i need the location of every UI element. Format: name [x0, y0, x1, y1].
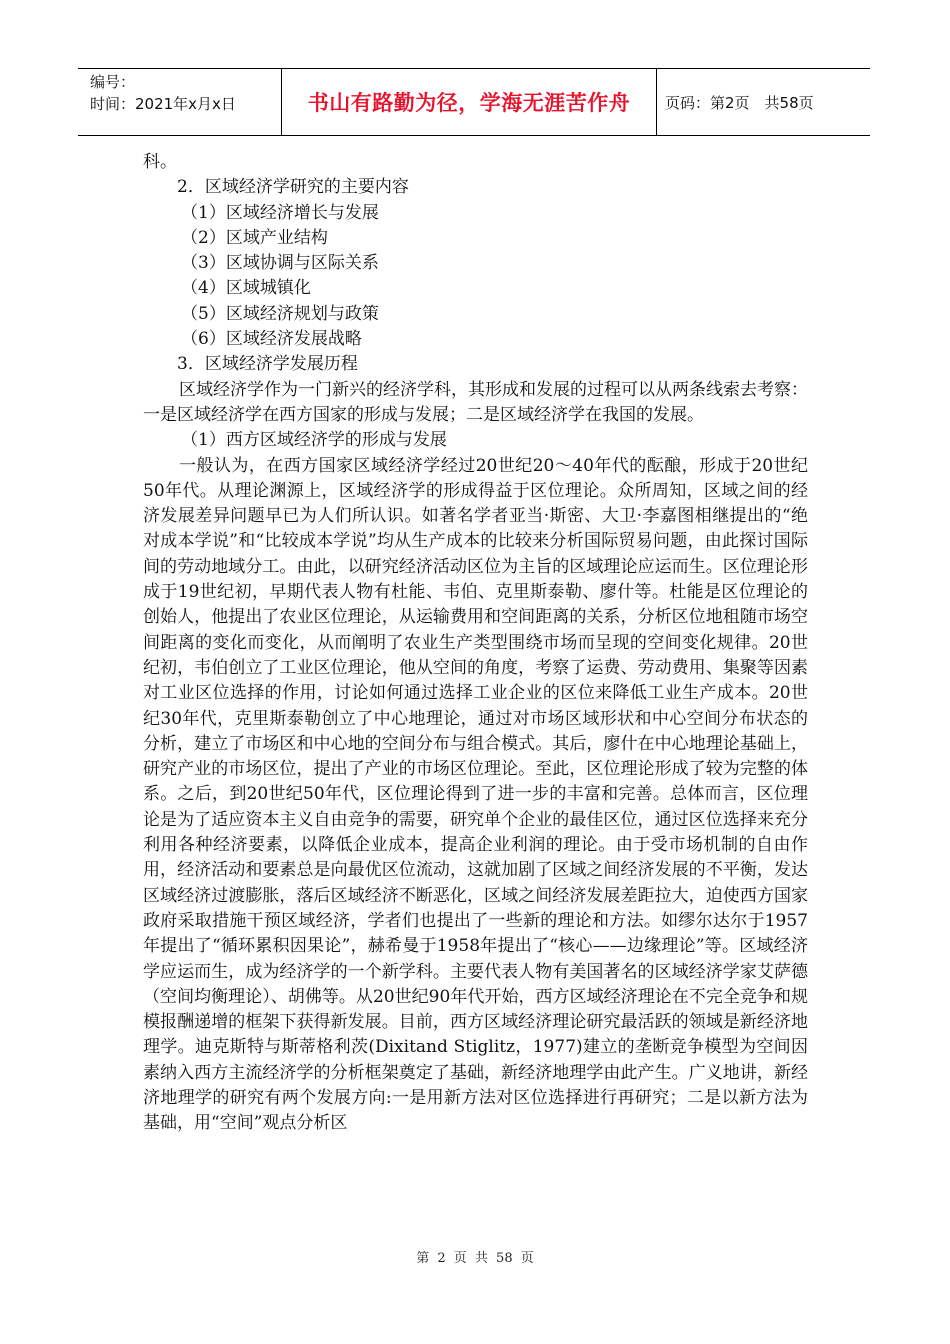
subsection-1-title: （1）西方区域经济学的形成与发展 [181, 430, 447, 451]
list-item: （2）区域产业结构 [181, 227, 328, 248]
section-3-title: 3．区域经济学发展历程 [177, 354, 358, 375]
document-number-label: 编号： [90, 73, 136, 91]
page-footer: 第 2 页 共 58 页 [416, 1251, 534, 1266]
header-page-info: 页码：第2页 共58页 [665, 93, 814, 112]
header-meta [78, 69, 282, 135]
list-item: （4）区域城镇化 [181, 278, 311, 299]
list-item: （5）区域经济规划与政策 [181, 303, 379, 324]
page-header [78, 68, 870, 136]
continuation-line: 科。 [143, 152, 177, 172]
list-item: （3）区域协调与区际关系 [181, 253, 379, 274]
document-date: 时间：2021年x月x日 [90, 95, 236, 113]
header-motto: 书山有路勤为径，学海无涯苦作舟 [282, 69, 657, 135]
list-item: （6）区域经济发展战略 [181, 329, 362, 350]
section-3-intro-paragraph: 区域经济学作为一门新兴的经济学科，其形成和发展的过程可以从两条线索去考察：一是区域经济学在西方国家的形成与发展；二是区域经济学在我国的发展。 [143, 379, 808, 425]
section-2-title: 2．区域经济学研究的主要内容 [177, 177, 409, 198]
list-item: （1）区域经济增长与发展 [181, 202, 379, 223]
subsection-1-paragraph: 一般认为，在西方国家区域经济学经过20世纪20～40年代的酝酿，形成于20世纪50年代。从理论渊源上，区域经济学的形成得益于区位理论。众所周知，区域之间的经济发展差异问题早已为人们所认识。如著名学者亚当·斯密、大卫·李嘉图相继提出的“绝对成本学说”和“比较成本学说”均从生产成本的比较来分析国际贸易问题，由此探讨国际间的劳动地域分工。由此，以研究经济活动区位为主旨的区域理论应运而生。区位理论形成于19世纪初，早期代表人物有杜能、韦伯、克里斯泰勒、廖什等。杜能是区位理论的创始人，他提出了农业区位理论，从运输费用和空间距离的关系，分析区位地租随市场空间距离的变化而变化，从而阐明了农业生产类型围绕市场而呈现的空间变化规律。20世纪初，韦伯创立了工业区位理论，他从空间的角度，考察了运费、劳动费用、集聚等因素对工业区位选择的作用，讨论如何通过选择工业企业的区位来降低工业生产成本。20世纪30年代，克里斯泰勒创立了中心地理论，通过对市场区域形状和中心空间分布状态的分析，建立了市场区和中心地的空间分布与组合模式。其后，廖什在中心地理论基础上，研究产业的市场区位，提出了产业的市场区位理论。至此，区位理论形成了较为完整的体系。之后，到20世纪50年代，区位理论得到了进一步的丰富和完善。总体而言，区位理论是为了适应资本主义自由竞争的需要，研究单个企业的最佳区位，通过区位选择来充分利用各种经济要素，以降低企业成本，提高企业利润的理论。由于受市场机制的自由作用，经济活动和要素总是向最优区位流动，这就加剧了区域之间经济发展的不平衡，发达区域经济过渡膨胀，落后区域经济不断恶化，区域之间经济发展差距拉大，迫使西方国家政府采取措施干预区域经济，学者们也提出了一些新的理论和方法。如缪尔达尔于1957年提出了“循环累积因果论”，赫希曼于1958年提出了“核心——边缘理论”等。区域经济学应运而生，成为经济学的一个新学科。主要代表人物有美国著名的区域经济学家艾萨德（空间均衡理论）、胡佛等。从20世纪90年代开始，西方区域经济理论在不完全竞争和规模报酬递增的框架下获得新发展。目前，西方区域经济理论研究最活跃的领域是新经济地理学。迪克斯特与斯蒂格利茨(Dixitand Stiglitz，1977)建立的垄断竞争模型为空间因素纳入西方主流经济学的分析框架奠定了基础，新经济地理学由此产生。广义地讲，新经济地理学的研究有两个发展方向:一是用新方法对区位选择进行再研究；二是以新方法为基础，用“空间”观点分析区 [143, 455, 808, 1134]
document-body [143, 150, 808, 1137]
